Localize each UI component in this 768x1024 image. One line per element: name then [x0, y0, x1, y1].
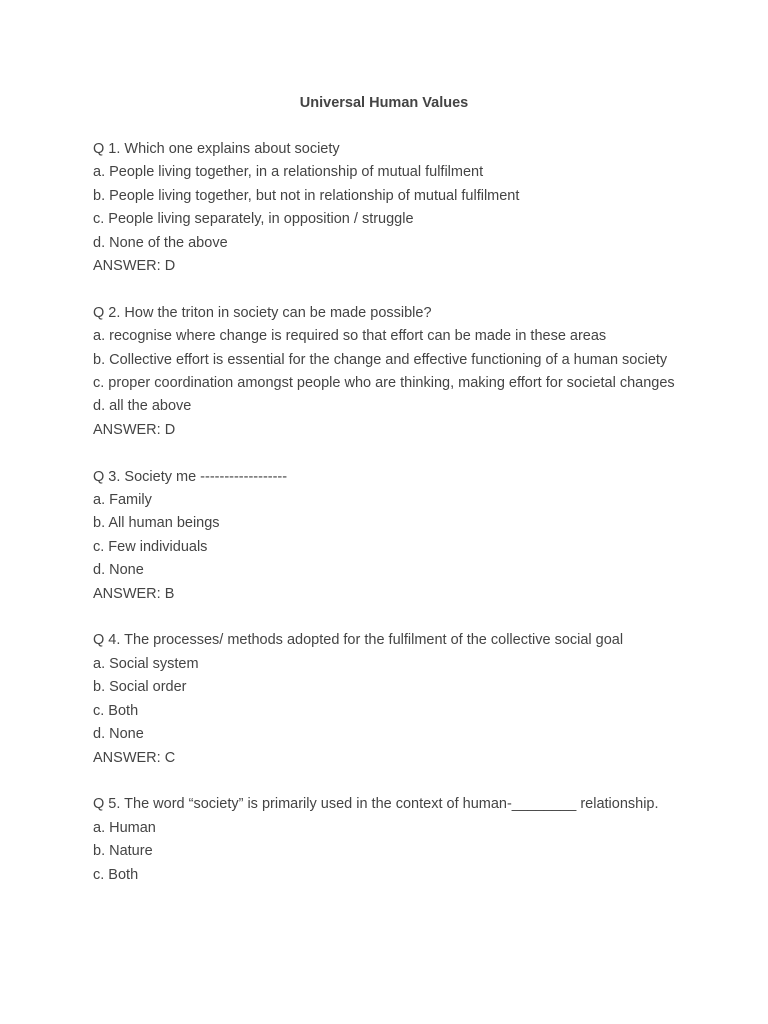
- option-d: d. None: [93, 562, 144, 579]
- option-b: b. People living together, but not in relationship of mutual fulfilment: [93, 187, 520, 204]
- option-d: d. None: [93, 726, 144, 743]
- option-a: a. People living together, in a relationship of mutual fulfilment: [93, 164, 484, 181]
- option-a: a. Human: [93, 819, 156, 836]
- option-c: c. People living separately, in opposition / struggle: [93, 211, 414, 228]
- option-b: b. Collective effort is essential for the change and effective functioning of a human society: [93, 351, 668, 368]
- option-d: d. None of the above: [93, 234, 228, 251]
- answer-text: ANSWER: D: [93, 421, 176, 438]
- option-d: d. all the above: [93, 398, 192, 415]
- question-block-1: [93, 138, 693, 278]
- option-a: a. recognise where change is required so that effort can be made in these areas: [93, 328, 607, 345]
- question-text: Q 2. How the triton in society can be made possible?: [93, 304, 432, 321]
- option-b: b. All human beings: [93, 515, 220, 532]
- answer-text: ANSWER: B: [93, 585, 175, 602]
- option-a: a. Family: [93, 492, 152, 509]
- option-c: c. Both: [93, 702, 139, 719]
- option-b: b. Nature: [93, 843, 153, 860]
- question-text: Q 5. The word “society” is primarily used in the context of human-________ relationship.: [93, 796, 659, 813]
- document-title: Universal Human Values: [299, 95, 469, 111]
- question-list: [93, 138, 693, 910]
- question-block-3: [93, 466, 693, 606]
- question-text: Q 1. Which one explains about society: [93, 141, 340, 157]
- option-c: c. proper coordination amongst people who are thinking, making effort for societal changes: [93, 375, 675, 392]
- option-c: c. Few individuals: [93, 538, 208, 555]
- answer-text: ANSWER: D: [93, 258, 176, 275]
- option-c: c. Both: [93, 866, 139, 883]
- option-a: a. Social system: [93, 655, 199, 672]
- option-b: b. Social order: [93, 679, 187, 696]
- question-text: Q 4. The processes/ methods adopted for the fulfilment of the collective social goal: [93, 632, 624, 649]
- answer-text: ANSWER: C: [93, 749, 176, 766]
- question-block-2: [93, 302, 693, 442]
- question-block-4: [93, 629, 693, 769]
- question-text: Q 3. Society me ------------------: [93, 468, 288, 485]
- question-block-5: [93, 793, 693, 887]
